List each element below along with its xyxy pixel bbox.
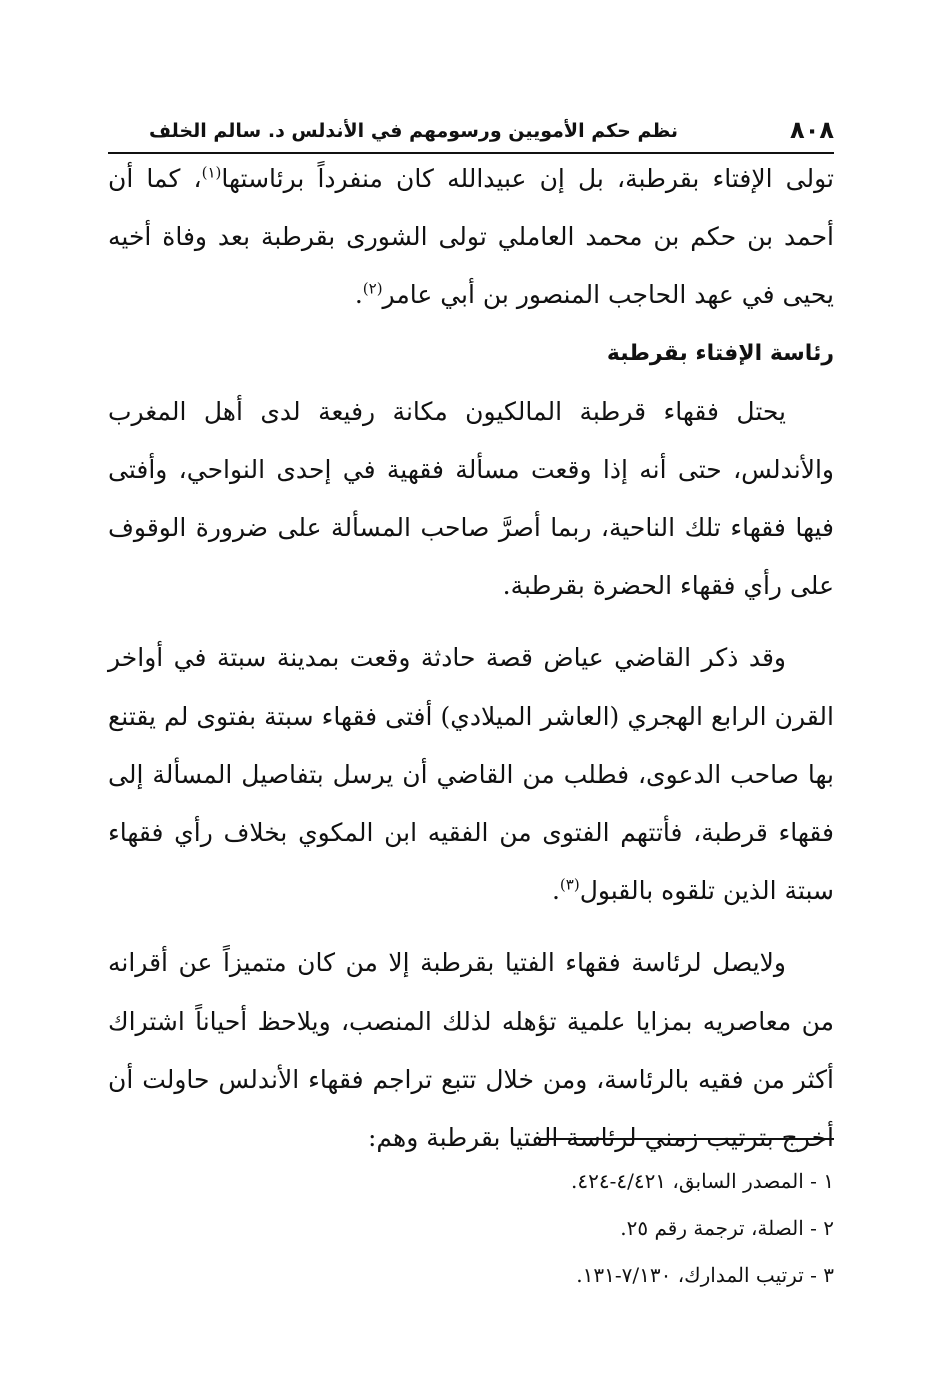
footnotes	[234, 1158, 834, 1299]
footnote-ref: (٢)	[362, 280, 383, 299]
paragraph-text: .	[551, 876, 560, 906]
paragraph-text: تولى الإفتاء بقرطبة، بل إن عبيدالله كان منفرداً برئاستها	[221, 164, 834, 193]
paragraph: يحتل فقهاء قرطبة المالكيون مكانة رفيعة لدى أهل المغرب والأندلس، حتى أنه إذا وقعت مسألة فقهية في إحدى النواحي، وأفتى فيها فقهاء تلك الناحية، ربما أصرَّ صاحب المسألة على ضرورة الوقوف على رأي فقهاء الحضرة بقرطبة.	[108, 396, 834, 601]
main-text	[108, 150, 834, 1167]
paragraph: ولايصل لرئاسة فقهاء الفتيا بقرطبة إلا من كان متميزاً عن أقرانه من معاصريه بمزايا علمية تؤهله لذلك المنصب، ويلاحظ أحياناً اشتراك أكثر من فقيه بالرئاسة، ومن خلال تتبع تراجم فقهاء الأندلس حاولت أن أخرج بترتيب زمني لرئاسة الفتيا بقرطبة وهم:	[108, 948, 834, 1153]
footnote-ref: (٣)	[559, 875, 580, 894]
footnote: ١ - المصدر السابق، ٤/٤٢١-٤٢٤.	[570, 1169, 834, 1193]
page-header	[108, 112, 834, 154]
section-heading: رئاسة الإفتاء بقرطبة	[606, 340, 834, 366]
running-title: نظم حكم الأمويين ورسومهم في الأندلس د. سالم الخلف	[149, 120, 678, 142]
footnote: ٣ - ترتيب المدارك، ٧/١٣٠-١٣١.	[576, 1263, 834, 1287]
paragraph-text: ، كما أن أحمد بن حكم بن محمد العاملي تولى الشورى بقرطبة بعد وفاة أخيه يحيى في عهد الحاجب المنصور بن أبي عامر	[108, 164, 834, 310]
paragraph-text: وقد ذكر القاضي عياض قصة حادثة وقعت بمدينة سبتة في أواخر القرن الرابع الهجري (العاشر الميلادي) أفتى فقهاء سبتة بفتوى لم يقتنع بها صاحب الدعوى، فطلب من القاضي أن يرسل بتفاصيل المسألة إلى فقهاء قرطبة، فأتتهم الفتوى من الفقيه ابن المكوي بخلاف رأي فقهاء سبتة الذين تلقوه بالقبول	[108, 643, 834, 906]
paragraph-text: .	[354, 280, 363, 310]
paragraph-continuation	[108, 150, 834, 325]
footnote: ٢ - الصلة، ترجمة رقم ٢٥.	[620, 1216, 834, 1240]
page-number: ٨٠٨	[790, 116, 834, 144]
paragraph	[108, 629, 834, 920]
footnote-divider	[538, 1138, 834, 1140]
footnote-ref: (١)	[201, 163, 222, 182]
